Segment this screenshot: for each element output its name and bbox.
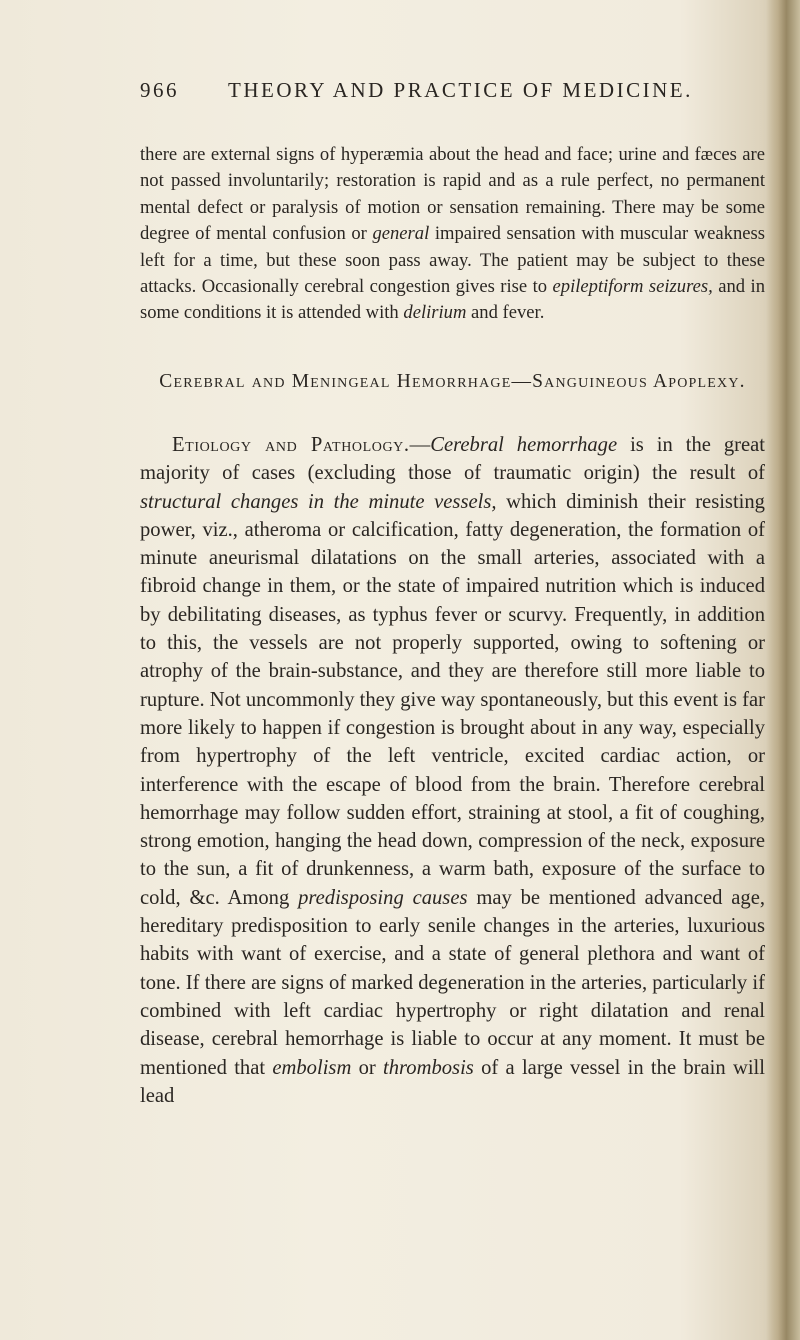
italic-run: predisposing causes — [298, 886, 468, 909]
italic-run: embolism — [272, 1056, 352, 1079]
text-run: of a large vessel in the brain will lead — [140, 1056, 765, 1107]
running-title: THEORY AND PRACTICE OF MEDICINE. — [228, 78, 693, 102]
text-run: is in the great majority of cases (excluding those of traumatic origin) the result of — [140, 434, 766, 485]
text-run: may be mentioned advanced age, hereditary predisposition to early senile changes in the arteries, luxurious habits with want of exercise, and a state of general plethora and want of tone. If there are signs of marked degeneration in the arteries, particularly if combined with left cardiac hypertrophy or right dilatation and renal disease, cerebral hemorrhage is liable to occur at any moment. It must be mentioned that — [140, 886, 765, 1079]
text-run: there are external signs of hyperæmia about the head and face; urine and fæces are not passed involuntarily; restoration is rapid and as a rule perfect, no permanent mental defect or paralysis of motion or sensation remaining. There may be some degree of mental confusion or — [140, 144, 765, 245]
italic-run: thrombosis — [383, 1056, 474, 1079]
intro-paragraph — [140, 142, 765, 327]
page-edge-shadow — [766, 0, 800, 1340]
text-run: which diminish their resisting power, viz., atheroma or calcification, fatty degeneration, the formation of minute aneurismal dilatations on the small arteries, associated with a fibroid change in them, or the state of impaired nutrition which is induced by debilitating diseases, as typhus fever or scurvy. Frequently, in addition to this, the vessels are not properly supported, owing to softening or atrophy of the brain-substance, and they are therefore still more liable to rupture. Not uncommonly they give way spontaneously, but this event is far more likely to happen if congestion is brought about in any way, especially from hypertrophy of the left ventricle, excited cardiac action, or interference with the escape of blood from the brain. Therefore cerebral hemorrhage may follow sudden effort, straining at stool, a fit of coughing, strong emotion, hanging the head down, compression of the neck, exposure to the sun, a fit of drunkenness, a warm bath, exposure of the surface to cold, &c. Among — [140, 490, 765, 909]
main-paragraph — [140, 431, 765, 1110]
section-heading: Cerebral and Meningeal Hemorrhage—Sanguineous Apoplexy. — [159, 371, 746, 392]
italic-run: delirium — [403, 302, 467, 324]
run-in-heading: Etiology and Pathology. — [172, 434, 410, 456]
text-run: and fever. — [466, 302, 545, 324]
page-number: 966 — [140, 78, 179, 102]
text-run: impaired sensation with muscular weakness left for a time, but these soon pass away. The patient may be subject to these attacks. Occasionally cerebral congestion gives rise to — [140, 223, 765, 298]
italic-run: epileptiform seizures, — [552, 276, 713, 298]
text-run: and in some conditions it is attended with — [140, 276, 765, 324]
italic-run: general — [372, 223, 430, 245]
text-run: or — [351, 1056, 384, 1079]
text-run: — — [409, 434, 431, 456]
italic-run: structural changes in the minute vessels, — [140, 490, 497, 513]
italic-run: Cerebral hemorrhage — [430, 434, 618, 456]
